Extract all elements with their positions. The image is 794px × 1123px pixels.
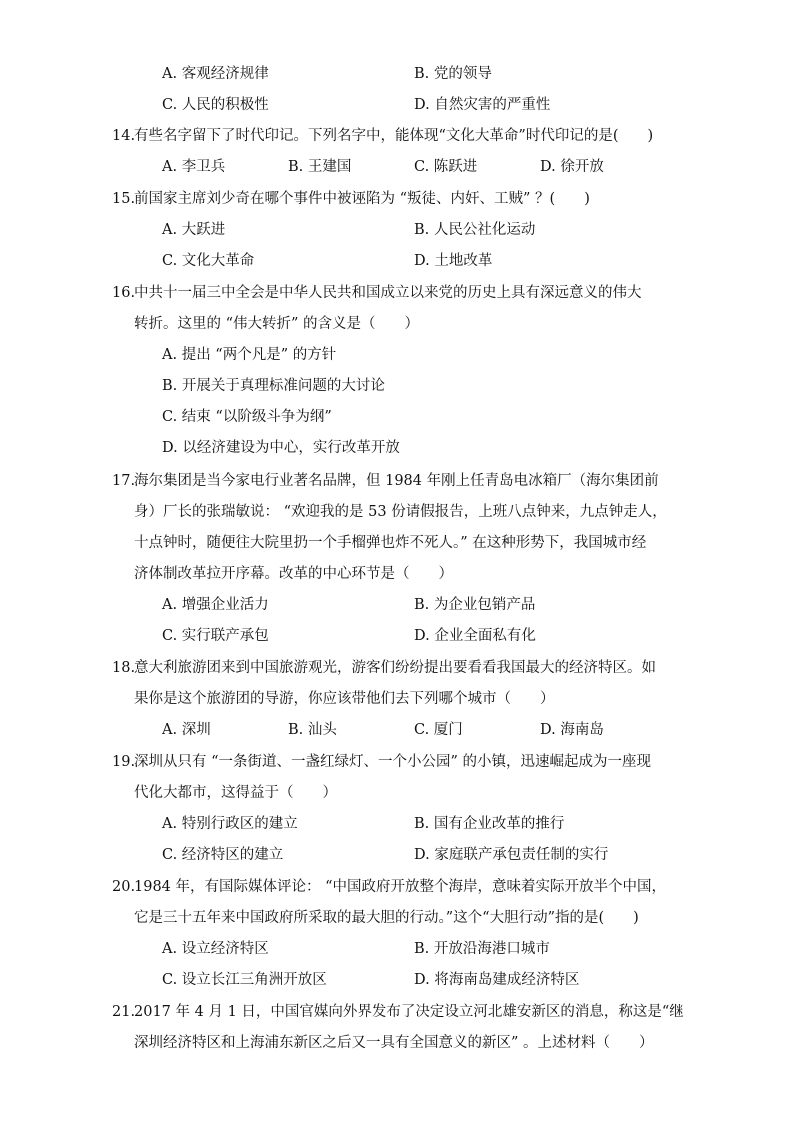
option-d: D. 以经济建设为中心，实行改革开放	[162, 440, 400, 456]
q18-options	[162, 715, 682, 746]
option-b: B. 开放沿海港口城市	[414, 941, 550, 957]
question-text: 代化大都市，这得益于（ ）	[134, 785, 337, 801]
option-b: B. 党的领导	[414, 66, 492, 82]
question-text: 济体制改革拉开序幕。改革的中心环节是（ ）	[134, 566, 453, 582]
option-row	[162, 715, 682, 746]
question-text: 身）厂长的张瑞敏说： “欢迎我的是 53 份请假报告，上班八点钟来，九点钟走人，	[134, 504, 667, 520]
q19-options	[162, 809, 682, 871]
q13-options	[162, 59, 682, 121]
option-a: A. 增强企业活力	[162, 597, 269, 613]
option-d: D. 土地改革	[414, 253, 493, 269]
option-a: A. 设立经济特区	[162, 941, 269, 957]
option-row	[162, 934, 682, 965]
question-text: 转折。这里的 “伟大转折” 的含义是（ ）	[134, 316, 420, 332]
q15-options	[162, 215, 682, 277]
option-c: C. 厦门	[414, 722, 463, 738]
option-d: D. 海南岛	[540, 722, 604, 738]
option-a: A. 特别行政区的建立	[162, 816, 298, 832]
question-text: 深圳经济特区和上海浦东新区之后又一具有全国意义的新区” 。上述材料（ ）	[134, 1035, 654, 1051]
option-row	[162, 152, 682, 183]
q20-options	[162, 934, 682, 996]
question-15	[112, 184, 674, 215]
option-b: B. 开展关于真理标准问题的大讨论	[162, 378, 385, 394]
option-row	[162, 621, 682, 652]
question-number: 17.	[112, 473, 136, 489]
option-d: D. 徐开放	[540, 159, 604, 175]
option-b: B. 为企业包销产品	[414, 597, 536, 613]
question-text: 深圳从只有 “一条街道、一盏红绿灯、一个小公园” 的小镇，迅速崛起成为一座现	[134, 754, 652, 770]
option-c: C. 设立长江三角洲开放区	[162, 972, 327, 988]
question-number: 21.	[112, 1004, 136, 1020]
question-18	[112, 653, 674, 715]
question-20	[112, 872, 674, 934]
option-a: A. 深圳	[162, 722, 211, 738]
option-b: B. 国有企业改革的推行	[414, 816, 565, 832]
question-text: 海尔集团是当今家电行业著名品牌，但 1984 年刚上任青岛电冰箱厂（海尔集团前	[134, 473, 659, 489]
option-row	[162, 246, 682, 277]
option-c: C. 经济特区的建立	[162, 847, 284, 863]
option-a: A. 大跃进	[162, 222, 226, 238]
option-row	[162, 402, 682, 433]
q16-options	[162, 340, 682, 464]
option-a: A. 客观经济规律	[162, 66, 269, 82]
option-a: A. 李卫兵	[162, 159, 226, 175]
question-text: 2017 年 4 月 1 日，中国官媒向外界发布了决定设立河北雄安新区的消息，称这是“继	[134, 1004, 684, 1020]
option-row	[162, 965, 682, 996]
option-d: D. 企业全面私有化	[414, 628, 536, 644]
question-text: 它是三十五年来中国政府所采取的最大胆的行动。”这个“大胆行动”指的是( )	[134, 910, 639, 926]
question-21	[112, 997, 684, 1059]
question-text: 中共十一届三中全会是中华人民共和国成立以来党的历史上具有深远意义的伟大	[134, 285, 642, 301]
question-19	[112, 747, 674, 809]
option-c: C. 陈跃进	[414, 159, 478, 175]
question-16	[112, 278, 674, 340]
q17-options	[162, 590, 682, 652]
option-row	[162, 590, 682, 621]
question-number: 19.	[112, 754, 136, 770]
question-14	[112, 121, 674, 152]
option-row	[162, 90, 682, 121]
option-row	[162, 371, 682, 402]
question-number: 15.	[112, 191, 136, 207]
option-c: C. 实行联产承包	[162, 628, 269, 644]
question-number: 14.	[112, 128, 136, 144]
option-row	[162, 340, 682, 371]
option-row	[162, 809, 682, 840]
option-d: D. 家庭联产承包责任制的实行	[414, 847, 609, 863]
question-text: 十点钟时，随便往大院里扔一个手榴弹也炸不死人。” 在这种形势下，我国城市经	[134, 535, 647, 551]
question-17	[112, 466, 674, 590]
option-b: B. 汕头	[288, 722, 337, 738]
q14-options	[162, 152, 682, 183]
question-text: 1984 年，有国际媒体评论： “中国政府开放整个海岸，意味着实际开放半个中国，	[134, 879, 667, 895]
option-c: C. 文化大革命	[162, 253, 255, 269]
option-c: C. 结束 “以阶级斗争为纲”	[162, 409, 332, 425]
option-row	[162, 840, 682, 871]
option-b: B. 王建国	[288, 159, 352, 175]
question-number: 16.	[112, 285, 136, 301]
option-c: C. 人民的积极性	[162, 97, 269, 113]
option-row	[162, 433, 682, 464]
question-text: 意大利旅游团来到中国旅游观光，游客们纷纷提出要看看我国最大的经济特区。如	[134, 660, 656, 676]
question-number: 18.	[112, 660, 136, 676]
option-b: B. 人民公社化运动	[414, 222, 536, 238]
question-text: 果你是这个旅游团的导游，你应该带他们去下列哪个城市（ ）	[134, 691, 555, 707]
option-d: D. 将海南岛建成经济特区	[414, 972, 580, 988]
option-d: D. 自然灾害的严重性	[414, 97, 551, 113]
question-text: 前国家主席刘少奇在哪个事件中被诬陷为 “叛徒、内奸、工贼” ？( )	[134, 191, 590, 207]
option-row	[162, 59, 682, 90]
option-a: A. 提出 “两个凡是” 的方针	[162, 347, 337, 363]
option-row	[162, 215, 682, 246]
question-text: 有些名字留下了时代印记。下列名字中，能体现“文化大革命”时代印记的是( )	[134, 128, 654, 144]
question-number: 20.	[112, 879, 136, 895]
